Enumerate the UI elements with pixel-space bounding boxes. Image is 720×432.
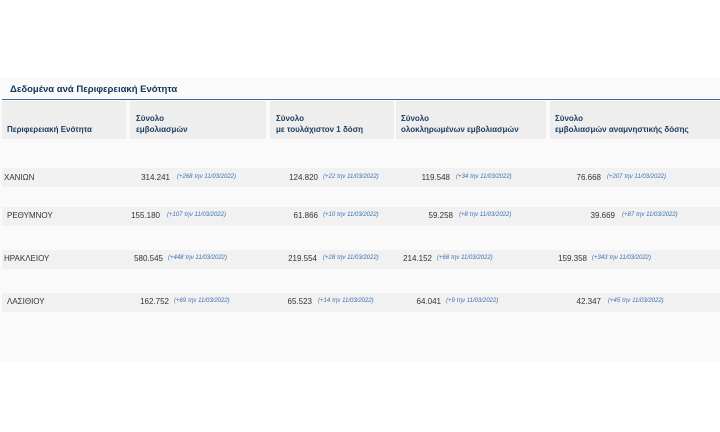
booster-delta: (+343 την 11/03/2022) [592,255,652,261]
region-name: ΡΕΘΥΜΝΟΥ [7,211,53,220]
total-delta: (+448 την 11/03/2022) [168,255,228,261]
header-one-dose-line1: Σύνολο [276,114,305,123]
complete-value: 119.548 [421,173,450,182]
header-booster-line1: Σύνολο [555,114,584,123]
complete-delta: (+68 την 11/03/2022) [437,255,493,261]
one-dose-value: 61.866 [293,211,318,220]
header-one-dose-line2: με τουλάχιστον 1 δόση [276,125,364,134]
total-value: 314.241 [141,173,170,182]
one-dose-value: 219.554 [288,254,317,263]
section-title: Δεδομένα ανά Περιφερειακή Ενότητα [10,84,178,95]
region-name: ΧΑΝΙΩΝ [4,173,35,182]
header-complete-line2: ολοκληρωμένων εμβολιασμών [401,125,519,134]
booster-delta: (+87 την 11/03/2022) [622,212,678,218]
region-name: ΛΑΣΙΘΙΟΥ [7,297,45,306]
complete-delta: (+8 την 11/03/2022) [459,212,512,218]
booster-value: 159.358 [558,254,587,263]
complete-delta: (+9 την 11/03/2022) [446,298,499,304]
booster-value: 39.669 [590,211,615,220]
total-value: 155.180 [131,211,160,220]
header-region: Περιφερειακή Ενότητα [7,125,92,134]
title-divider [2,99,720,100]
booster-delta: (+207 την 11/03/2022) [607,174,667,180]
complete-value: 214.152 [403,254,432,263]
one-dose-delta: (+10 την 11/03/2022) [323,212,379,218]
total-delta: (+268 την 11/03/2022) [177,174,237,180]
total-value: 162.752 [140,297,169,306]
booster-delta: (+45 την 11/03/2022) [608,298,664,304]
header-total-line2: εμβολιασμών [136,125,188,134]
header-booster-line2: εμβολιασμών αναμνηστικής δόσης [555,125,689,134]
complete-delta: (+34 την 11/03/2022) [456,174,512,180]
total-delta: (+107 την 11/03/2022) [167,212,227,218]
one-dose-delta: (+14 την 11/03/2022) [318,298,374,304]
region-name: ΗΡΑΚΛΕΙΟΥ [4,254,50,263]
complete-value: 59.258 [428,211,453,220]
total-value: 580.545 [134,254,163,263]
complete-value: 64.041 [416,297,441,306]
one-dose-delta: (+28 την 11/03/2022) [323,255,379,261]
booster-value: 42.347 [576,297,601,306]
one-dose-delta: (+22 την 11/03/2022) [323,174,379,180]
header-complete-line1: Σύνολο [401,114,430,123]
one-dose-value: 124.820 [289,173,318,182]
booster-value: 76.668 [576,173,601,182]
one-dose-value: 65.523 [287,297,312,306]
total-delta: (+69 την 11/03/2022) [174,298,230,304]
header-total-line1: Σύνολο [136,114,165,123]
